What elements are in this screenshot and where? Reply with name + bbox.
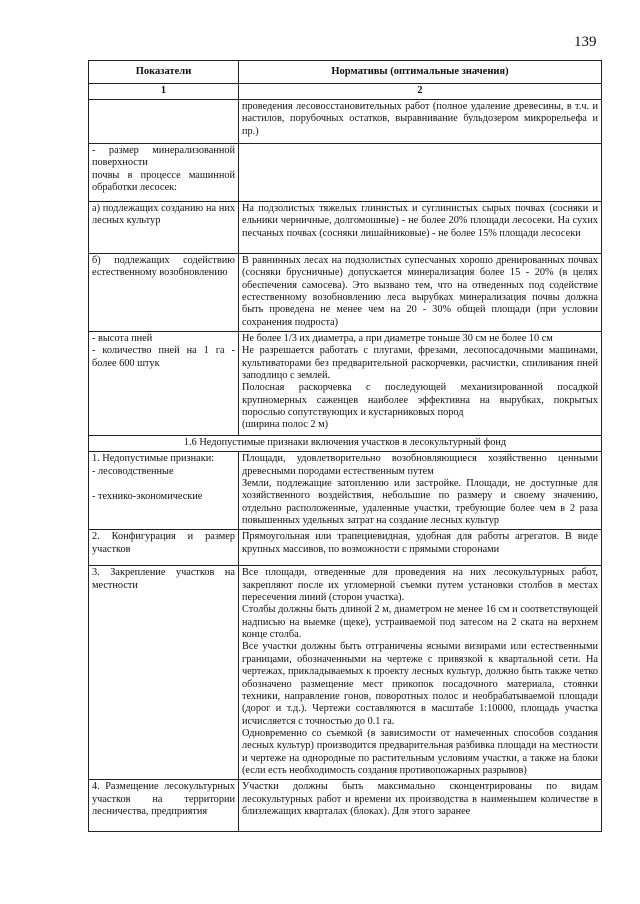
row-right-cell: Участки должны быть максимально сконцентрированы по видам лесокультурных работ и времени их производства в наименьшем количестве в близлежащих кварталах (блоках). Для этого заранее: [239, 780, 602, 832]
stump-count-norm: Не разрешается работать с плугами, фрезами, лесопосадочными машинами, культиваторами без предварительной раскорчевки, расчистки, спиливания пней заподлицо с землей.: [242, 345, 598, 382]
silvicultural-label: - лесоводственные: [92, 465, 174, 477]
table-row: [89, 253, 602, 331]
stump-count-label: - количество пней на 1 га - более 600 штук: [92, 345, 235, 369]
stump-height-label: - высота пней: [92, 333, 153, 344]
unacceptable-signs-label: 1. Недопустимые признаки:: [92, 453, 215, 465]
row-left-cell: 4. Размещение лесокультурных участков на территории лесничества, предприятия: [89, 780, 239, 832]
table-row: [89, 452, 602, 530]
silvicultural-norm: Площади, удовлетворительно возобновляющиеся хозяйственно ценными древесными породами естественным путем: [242, 453, 598, 477]
table-row: [89, 566, 602, 780]
row-left-cell: [89, 452, 239, 530]
spacer: [92, 478, 235, 491]
section-title: 1.6 Недопустимые признаки включения участков в лесокультурный фонд: [89, 436, 602, 452]
row-right-cell: [239, 143, 602, 201]
row-left-cell: 2. Конфигурация и размер участков: [89, 530, 239, 566]
row-right-cell: [239, 332, 602, 436]
technical-economic-label: - технико-экономические: [92, 491, 203, 503]
norms-table: [88, 60, 602, 832]
table-row: [89, 201, 602, 253]
row-right-cell: Прямоугольная или трапециевидная, удобная для работы агрегатов. В виде крупных массивов, по возможности с прямыми сторонами: [239, 530, 602, 566]
table-row: [89, 99, 602, 143]
row-left-cell: а) подлежащих созданию на них лесных культур: [89, 201, 239, 253]
site-marking-text-3: Все участки должны быть отграничены ясными визирами или естественными границами, обозначенными на чертеже с привязкой к квартальной сети. На чертежах, прикладываемых к проекту лесных культур, должно быть также четко обозначено размещение мест прикопок посадочного материала, стоянки техники, направление гонов, поворотных полос и необрабатываемой площади (дорог и т.д.). Чертежи составляются в масштабе 1:10000, площадь участка исчисляется с точностью до 0.1 га.: [242, 641, 598, 727]
header-norms: Нормативы (оптимальные значения): [239, 61, 602, 84]
table-row: [89, 780, 602, 832]
mineralized-surface-label: - размер минерализованной поверхности: [92, 144, 235, 169]
column-number-2: 2: [239, 83, 602, 99]
site-marking-text-2: Столбы должны быть длиной 2 м, диаметром не менее 16 см и соответствующей надписью на выемке (щеке), устраиваемой под затесом на 2 ската на верхнем конце столба.: [242, 604, 598, 641]
table-row: [89, 332, 602, 436]
section-row: [89, 436, 602, 452]
table-row: [89, 530, 602, 566]
row-left-cell: [89, 143, 239, 201]
row-right-cell: проведения лесовосстановительных работ (полное удаление древесины, в т.ч. и настилов, порубочных остатков, выравнивание бульдозером микрорельефа и пр.): [239, 99, 602, 143]
technical-economic-norm: Земли, подлежащие затоплению или застройке. Площади, не доступные для хозяйственного воздействия, небольшие по размеру и своему значению, отдельно расположенные, удаленные участки, требующие более чем в 2 раза повышенных удельных затрат на создание лесных культур: [242, 478, 598, 527]
row-right-cell: В равнинных лесах на подзолистых супесчаных хорошо дренированных почвах (сосняки брусничные) допускается минерализация более 15 - 20% (в целях обеспечения самосева). Это вызвано тем, что на отведенных под содействие естественному возобновлению леса вырубках минерализация почвы должна быть проведена не менее чем на 20 - 30% общей площади (при условии сохранения подроста): [239, 253, 602, 331]
row-right-cell: [239, 452, 602, 530]
strip-width-note: (ширина полос 2 м): [242, 419, 329, 431]
table-row: [89, 143, 602, 201]
site-marking-text-4: Одновременно со съемкой (в зависимости от намеченных способов создания лесных культур) производится предварительная разбивка площади на местности и чертеже на однородные по растительным условиям участки, а также на блоки (если есть необходимость создания противопожарных разрывов): [242, 727, 598, 776]
column-number-1: 1: [89, 83, 239, 99]
site-marking-text-1: Все площади, отведенные для проведения на них лесокультурных работ, закрепляют после их угломерной съемки путем установки столбов в местах пересечения линий (сторон участка).: [242, 567, 598, 604]
header-indicators: Показатели: [89, 61, 239, 84]
stump-height-norm: Не более 1/3 их диаметра, а при диаметре тоньше 30 см не более 10 см: [242, 333, 553, 344]
table-header-row: [89, 61, 602, 84]
mineralized-surface-label-cont: почвы в процессе машинной обработки лесосек:: [92, 169, 235, 193]
column-number-row: [89, 83, 602, 99]
row-left-cell: 3. Закрепление участков на местности: [89, 566, 239, 780]
row-right-cell: На подзолистых тяжелых глинистых и суглинистых сырых почвах (сосняки и ельники черничные, долгомошные) - не более 20% площади лесосеки. На сухих песчаных почвах (сосняки лишайниковые) - не более 15% площади лесосеки: [239, 201, 602, 253]
row-left-cell: [89, 332, 239, 436]
page-number: 139: [574, 34, 597, 50]
strip-clearing-note: Полосная раскорчевка с последующей механизированной посадкой крупномерных саженцев наиболее эффективна на вырубках, покрытых порослью сопутствующих и кустарниковых пород: [242, 382, 598, 419]
row-right-cell: [239, 566, 602, 780]
row-left-cell: [89, 99, 239, 143]
row-left-cell: б) подлежащих содействию естественному возобновлению: [89, 253, 239, 331]
